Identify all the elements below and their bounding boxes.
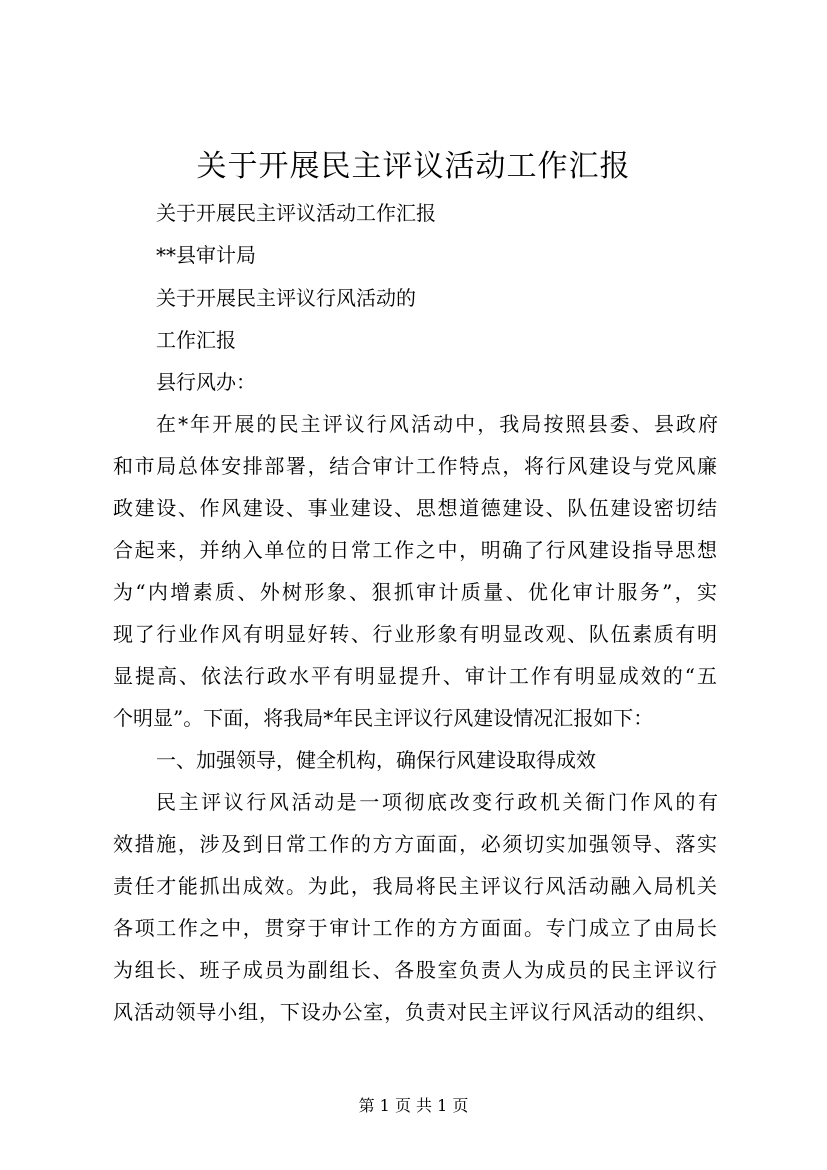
paragraph2-line: 民主评议行风活动是一项彻底改变行政机关衙门作风的有 [156,790,718,814]
paragraph1-line: 个明显”。下面，将我局*年民主评议行风建设情况汇报如下： [113,706,654,730]
paragraph1-line: 在*年开展的民主评议行风活动中，我局按照县委、县政府 [156,412,718,436]
document-title: 关于开展民主评议活动工作汇报 [196,149,631,184]
paragraph1-line: 为“内增素质、外树形象、狠抓审计质量、优化审计服务”，实 [113,580,717,604]
paragraph2-line: 风活动领导小组，下设办公室，负责对民主评议行风活动的组织、 [113,1000,717,1024]
paragraph1-line: 显提高、依法行政水平有明显提升、审计工作有明显成效的“五 [113,664,717,688]
header-line-recipient: 县行风办： [156,370,256,394]
paragraph2-line: 为组长、班子成员为副组长、各股室负责人为成员的民主评议行 [113,958,717,982]
paragraph2-line: 各项工作之中，贯穿于审计工作的方方面面。专门成立了由局长 [113,916,717,940]
section-heading: 一、加强领导，健全机构，确保行风建设取得成效 [156,748,596,772]
header-line-subject: 关于开展民主评议行风活动的 [156,286,416,310]
header-line-report: 工作汇报 [156,328,236,352]
header-line-org: **县审计局 [156,243,256,267]
paragraph1-line: 合起来，并纳入单位的日常工作之中，明确了行风建设指导思想 [113,538,717,562]
paragraph1-line: 现了行业作风有明显好转、行业形象有明显改观、队伍素质有明 [113,622,717,646]
page-number-footer: 第 1 页 共 1 页 [358,1096,469,1115]
header-line-title: 关于开展民主评议活动工作汇报 [156,201,436,225]
paragraph2-line: 效措施，涉及到日常工作的方方面面，必须切实加强领导、落实 [113,832,717,856]
paragraph2-line: 责任才能抓出成效。为此，我局将民主评议行风活动融入局机关 [113,874,717,898]
paragraph1-line: 和市局总体安排部署，结合审计工作特点，将行风建设与党风廉 [113,454,717,478]
paragraph1-line: 政建设、作风建设、事业建设、思想道德建设、队伍建设密切结 [113,496,717,520]
